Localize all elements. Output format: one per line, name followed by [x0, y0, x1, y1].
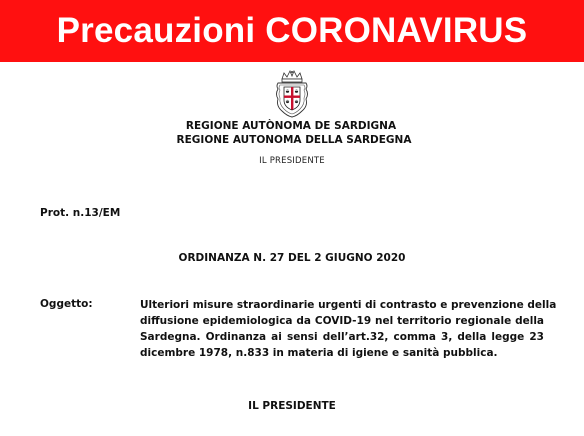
ordinance-title: ORDINANZA N. 27 DEL 2 GIUGNO 2020 — [178, 252, 406, 264]
office-label: IL PRESIDENTE — [259, 156, 325, 166]
subject-line: diffusione epidemiologica da COVID-19 nel territorio regionale della — [140, 315, 544, 327]
region-name-italian: REGIONE AUTONOMA DELLA SARDEGNA — [176, 134, 412, 146]
protocol-number: Prot. n.13/EM — [40, 207, 121, 219]
subject-text — [140, 297, 557, 361]
subject-line: Ulteriori misure straordinarie urgenti di contrasto e prevenzione della — [140, 299, 557, 311]
subject-label: Oggetto: — [40, 298, 93, 310]
closing-heading: IL PRESIDENTE — [248, 400, 336, 412]
subject-line: Sardegna. Ordinanza ai sensi dell’art.32, comma 3, della legge 23 — [140, 331, 544, 343]
title-banner — [0, 0, 584, 62]
subject-line: dicembre 1978, n.833 in materia di igiene e sanità pubblica. — [140, 347, 498, 359]
banner-title: Precauzioni CORONAVIRUS — [56, 10, 528, 50]
sardinia-coat-of-arms-icon — [273, 70, 311, 118]
region-name-sardinian: REGIONE AUTÒNOMA DE SARDIGNA — [185, 120, 397, 132]
